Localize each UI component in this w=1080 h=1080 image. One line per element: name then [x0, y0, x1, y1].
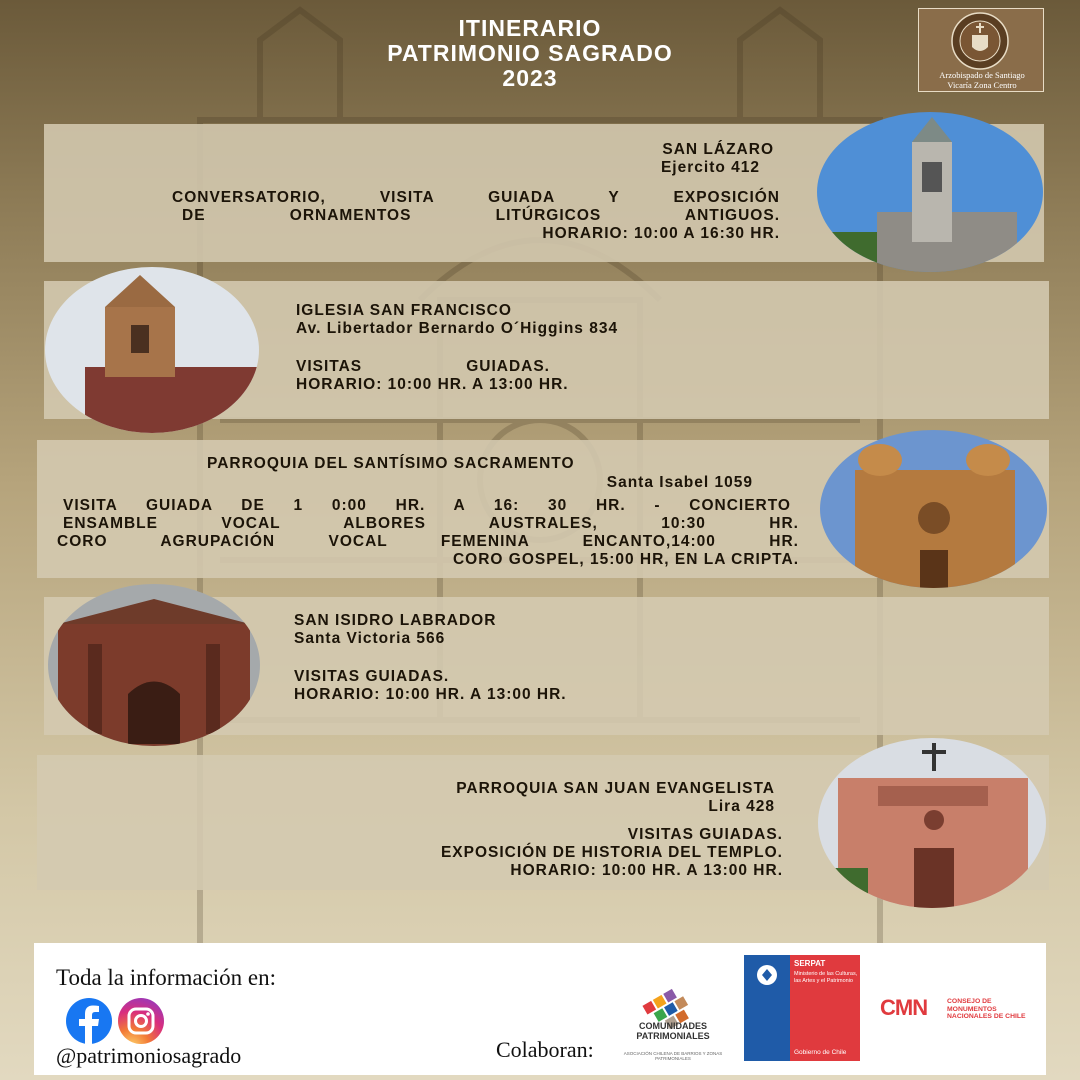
church-photo-san-lazaro [817, 112, 1043, 272]
event-detail: HORARIO: 10:00 HR. A 13:00 HR. [510, 862, 783, 879]
event-name: PARROQUIA DEL SANTÍSIMO SACRAMENTO [207, 455, 575, 472]
arzobispado-logo [918, 8, 1044, 92]
church-photo-san-juan-evangelista [818, 738, 1046, 908]
event-detail: VISITAS GUIADAS. [627, 826, 783, 843]
social-handle[interactable]: @patrimoniosagrado [56, 1043, 242, 1068]
event-detail: CORO GOSPEL, 15:00 HR, EN LA CRIPTA. [452, 551, 799, 568]
comunidades-subtitle: ASOCIACIÓN CHILENA DE BARRIOS Y ZONAS PATRIMONIALES [623, 1051, 723, 1061]
event-detail: CONVERSATORIO, VISITA GUIADA Y EXPOSICIÓN [172, 189, 780, 206]
poster-title-line1: ITINERARIO [458, 15, 602, 41]
event-detail: ENSAMBLE VOCAL ALBORES AUSTRALES, 10:30 HR. [63, 515, 799, 532]
event-detail: HORARIO: 10:00 A 16:30 HR. [542, 225, 780, 242]
event-name: PARROQUIA SAN JUAN EVANGELISTA [456, 780, 775, 797]
serpat-title: SERPAT [794, 959, 826, 968]
serpat-logo [744, 955, 860, 1061]
event-detail: VISITAS GUIADAS. [296, 358, 550, 375]
event-detail: HORARIO: 10:00 HR. A 13:00 HR. [294, 686, 567, 703]
event-address: Ejercito 412 [660, 159, 760, 176]
event-detail: EXPOSICIÓN DE HISTORIA DEL TEMPLO. [440, 844, 783, 861]
serpat-blue-panel [744, 955, 790, 1061]
serpat-government: Gobierno de Chile [794, 1049, 847, 1056]
event-detail: CORO AGRUPACIÓN VOCAL FEMENINA ENCANTO,14:00 HR. [57, 533, 799, 550]
event-address: Santa Isabel 1059 [606, 474, 753, 491]
facebook-icon[interactable] [66, 998, 112, 1044]
event-detail: VISITAS GUIADAS. [294, 668, 450, 685]
event-name: SAN LÁZARO [662, 141, 774, 158]
logo-line1: Arzobispado de Santiago [939, 70, 1025, 80]
church-photo-santisimo-sacramento [820, 430, 1047, 588]
footer-panel [34, 943, 1046, 1075]
event-address: Santa Victoria 566 [294, 630, 446, 647]
serpat-subtitle: Ministerio de las Culturas, las Artes y el Patrimonio [794, 971, 858, 984]
church-photo-san-isidro-labrador [48, 584, 260, 746]
logo-text [919, 70, 1045, 90]
instagram-icon[interactable] [118, 998, 164, 1044]
comunidades-line1: COMUNIDADES [638, 1021, 707, 1031]
comunidades-line2: PATRIMONIALES [636, 1031, 710, 1041]
cmn-abbreviation: CMN [880, 995, 928, 1020]
poster-title-line2: PATRIMONIO SAGRADO [387, 40, 673, 66]
event-address: Lira 428 [708, 798, 775, 815]
collaborators-label: Colaboran: [496, 1037, 594, 1062]
church-photo-san-francisco [45, 267, 259, 433]
cmn-name: CONSEJO DE MONUMENTOS NACIONALES DE CHILE [947, 998, 1026, 1020]
poster-header [300, 16, 760, 91]
comunidades-name [618, 1021, 728, 1041]
logo-line2: Vicaría Zona Centro [947, 80, 1017, 90]
poster-year: 2023 [502, 65, 558, 91]
event-address: Av. Libertador Bernardo O´Higgins 834 [296, 320, 619, 337]
event-name: IGLESIA SAN FRANCISCO [296, 302, 512, 319]
seal-icon [950, 11, 1010, 71]
event-detail: HORARIO: 10:00 HR. A 13:00 HR. [296, 376, 569, 393]
chile-coat-of-arms-icon [744, 955, 790, 1001]
event-name: SAN ISIDRO LABRADOR [294, 612, 497, 629]
event-detail: VISITA GUIADA DE 1 0:00 HR. A 16: 30 HR. - CONCIERTO [63, 497, 791, 514]
event-detail: DE ORNAMENTOS LITÚRGICOS ANTIGUOS. [182, 207, 780, 224]
info-label: Toda la información en: [56, 965, 277, 990]
